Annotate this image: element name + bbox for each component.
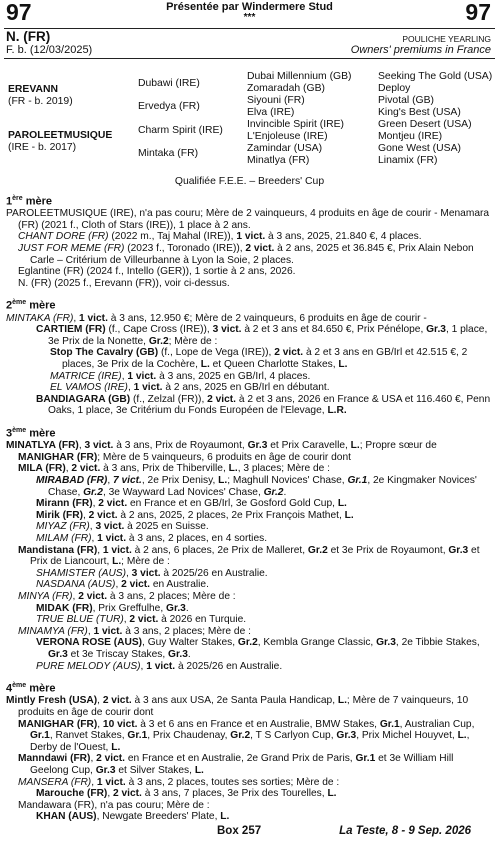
gen4-item: Montjeu (IRE) <box>378 131 443 142</box>
box-number: Box 257 <box>217 825 262 837</box>
sire-info: (FR - b. 2019) <box>8 96 73 107</box>
family-line: KHAN (AUS), Newgate Breeders' Plate, L. <box>36 811 230 823</box>
family-line: MINAMYA (FR), 1 vict. à 3 ans, 2 places; Mère de : <box>18 625 251 637</box>
presented-by: Présentée par Windermere Stud <box>166 1 333 13</box>
gen2-item: Mintaka (FR) <box>138 148 199 159</box>
horse-details: F. b. (12/03/2025) <box>6 44 93 56</box>
family-line: Marouche (FR), 2 vict. à 3 ans, 7 places, 3e Prix des Tourelles, L. <box>36 788 337 800</box>
family-line: Manndawi (FR), 2 vict. en France et en Australie, 2e Grand Prix de Paris, Gr.1 et 3e William Hill Geelong Cup, Gr.3 et Silver Stakes, L. <box>18 753 454 776</box>
gen3-item: Dubai Millennium (GB) <box>247 71 352 82</box>
gen4-item: King's Best (USA) <box>378 107 461 118</box>
gen4-item: Pivotal (GB) <box>378 95 435 106</box>
family-line: MINTAKA (FR), 1 vict. à 3 ans, 12.950 €; Mère de 2 vainqueurs, 6 produits en âge de courir - <box>6 312 427 324</box>
section-heading: 4ème mère <box>6 682 56 695</box>
gen2-item: Dubawi (IRE) <box>138 78 200 89</box>
family-line: Mintly Fresh (USA), 2 vict. à 3 ans aux USA, 2e Santa Paula Handicap, L.; Mère de 7 vainqueurs, 10 produits en âge de courir dont <box>6 695 469 718</box>
venue-date: La Teste, 8 - 9 Sep. 2026 <box>339 825 471 837</box>
family-line: MIYAZ (FR), 3 vict. à 2025 en Suisse. <box>36 521 209 533</box>
gen3-item: Invincible Spirit (IRE) <box>247 119 345 130</box>
dam-name: PAROLEETMUSIQUE <box>8 130 113 141</box>
family-line: MIRABAD (FR), 7 vict., 2e Prix Denisy, L.; Maghull Novices' Chase, Gr.1, 2e Kingmaker Novices' Chase, Gr.2, 3e Wayward Lad Novices' Chase, Gr.2. <box>36 475 477 498</box>
family-line: Mirik (FR), 2 vict. à 2 ans, 2025, 2 places, 2e Prix François Mathet, L. <box>36 509 354 521</box>
horse-name: N. (FR) <box>6 29 51 44</box>
gen3-item: Zomaradah (GB) <box>247 83 325 94</box>
family-line: CARTIEM (FR) (f., Cape Cross (IRE)), 3 vict. à 2 et 3 ans et 84.650 €, Prix Pénélope, Gr.3, 1 place, 3e Prix de la Nonette, Gr.2; Mère de : <box>36 324 488 347</box>
qualification: Qualifiée F.E.E. – Breeders' Cup <box>174 176 325 187</box>
section-heading: 3ème mère <box>6 427 56 440</box>
family-line: NASDANA (AUS), 2 vict. en Australie. <box>36 579 209 591</box>
gen4-item: Green Desert (USA) <box>378 119 472 130</box>
family-line: N. (FR) (2025 f., Erevann (FR)), voir ci-dessus. <box>18 277 230 289</box>
horse-category: POULICHE YEARLING <box>402 34 491 44</box>
family-line: VERONA ROSE (AUS), Guy Walter Stakes, Gr.2, Kembla Grange Classic, Gr.3, 2e Tibbie Stakes, Gr.3 et 3e Triscay Stakes, Gr.3. <box>36 637 480 660</box>
family-record <box>6 193 493 823</box>
family-line: Eglantine (FR) (2024 f., Intello (GER)), 1 sortie à 2 ans, 2026. <box>18 266 296 278</box>
gen3-item: Zamindar (USA) <box>247 143 323 154</box>
gen3-item: Elva (IRE) <box>247 107 295 118</box>
family-line: MILA (FR), 2 vict. à 3 ans, Prix de Thiberville, L., 3 places; Mère de : <box>18 463 331 475</box>
family-line: MILAM (FR), 1 vict. à 3 ans, 2 places, en 4 sorties. <box>36 533 268 544</box>
family-line: Mandistana (FR), 1 vict. à 2 ans, 6 places, 2e Prix de Malleret, Gr.2 et 3e Prix de Royaumont, Gr.3 et Prix de Liancourt, L.; Mère de : <box>18 544 480 568</box>
family-line: BANDIAGARA (GB) (f., Zelzal (FR)), 2 vict. à 2 et 3 ans, 2026 en France & USA et 116.460 €, Penn Oaks, 1 place, 3e Critérium du Fonds Européen de l'Elevage, L.R. <box>36 393 491 417</box>
header-rule <box>4 28 495 29</box>
section-heading: 1ère mère <box>6 195 52 208</box>
gen4-item: Linamix (FR) <box>378 155 438 166</box>
gen2-item: Ervedya (FR) <box>138 101 200 112</box>
lot-number-right: 97 <box>465 0 491 25</box>
family-line: MINATLYA (FR), 3 vict. à 3 ans, Prix de Royaumont, Gr.3 et Prix Caravelle, L.; Propre sœur de MANIGHAR (FR); Mère de 5 vainqueurs, 6 produits en âge de courir dont <box>6 440 437 463</box>
family-line: MIDAK (FR), Prix Greffulhe, Gr.3. <box>36 602 189 614</box>
family-line: EL VAMOS (IRE), 1 vict. à 2 ans, 2025 en GB/Irl en débutant. <box>50 382 330 394</box>
gen4-item: Seeking The Gold (USA) <box>378 71 493 82</box>
gen4-item: Gone West (USA) <box>378 143 461 154</box>
family-line: TRUE BLUE (TUR), 2 vict. à 2026 en Turquie. <box>36 614 247 626</box>
family-line: Mirann (FR), 2 vict. en France et en GB/Irl, 3e Gosford Gold Cup, L. <box>36 498 347 510</box>
family-line: SHAMISTER (AUS), 3 vict. à 2025/26 en Australie. <box>36 567 268 579</box>
owners-note: Owners' premiums in France <box>350 44 491 56</box>
name-rule <box>4 58 495 59</box>
gen3-item: L'Enjoleuse (IRE) <box>247 131 328 142</box>
family-line: CHANT DORE (FR) (2022 m., Taj Mahal (IRE)), 1 vict. à 3 ans, 2025, 21.840 €, 4 places. <box>18 231 422 243</box>
stars: *** <box>243 12 256 23</box>
family-line: Mandawara (FR), n'a pas couru; Mère de : <box>18 799 210 811</box>
family-line: MANSERA (FR), 1 vict. à 3 ans, 2 places, toutes ses sorties; Mère de : <box>18 776 340 788</box>
dam-info: (IRE - b. 2017) <box>8 142 77 153</box>
family-line: MANIGHAR (FR), 10 vict. à 3 et 6 ans en France et en Australie, BMW Stakes, Gr.1, Australian Cup, Gr.1, Ranvet Stakes, Gr.1, Prix Chaudenay, Gr.2, T S Carlyon Cup, Gr.3, Prix Michel Houyvet, L., Derby de l'Ouest, L. <box>18 718 475 753</box>
family-line: JUST FOR MEME (FR) (2023 f., Toronado (IRE)), 2 vict. à 2 ans, 2025 et 36.845 €, Prix Alain Nebon Carle – Critérium de Villeurbanne à Lyon la Soie, 2 places. <box>18 243 474 266</box>
lot-number-left: 97 <box>6 0 32 25</box>
gen2-item: Charm Spirit (IRE) <box>138 125 223 136</box>
gen3-item: Minatlya (FR) <box>247 155 310 166</box>
gen4-item: Deploy <box>378 83 411 94</box>
family-line: MATRICE (IRE), 1 vict. à 3 ans, 2025 en GB/Irl, 4 places. <box>50 370 311 382</box>
family-line: PURE MELODY (AUS), 1 vict. à 2025/26 en Australie. <box>36 660 283 672</box>
family-line: Stop The Cavalry (GB) (f., Lope de Vega (IRE)), 2 vict. à 2 et 3 ans en GB/Irl et 42.515 €, 2 places, 3e Prix de la Cochère, L. et Queen Charlotte Stakes, L. <box>50 347 468 371</box>
sire-name: EREVANN <box>8 84 59 95</box>
gen3-item: Siyouni (FR) <box>247 95 305 106</box>
family-line: PAROLEETMUSIQUE (IRE), n'a pas couru; Mère de 2 vainqueurs, 4 produits en âge de courir - Menamara (FR) (2021 f., Cloth of Stars (IRE)), 1 place à 2 ans. <box>6 208 490 231</box>
family-line: MINYA (FR), 2 vict. à 3 ans, 2 places; Mère de : <box>18 590 236 602</box>
section-heading: 2ème mère <box>6 299 56 313</box>
